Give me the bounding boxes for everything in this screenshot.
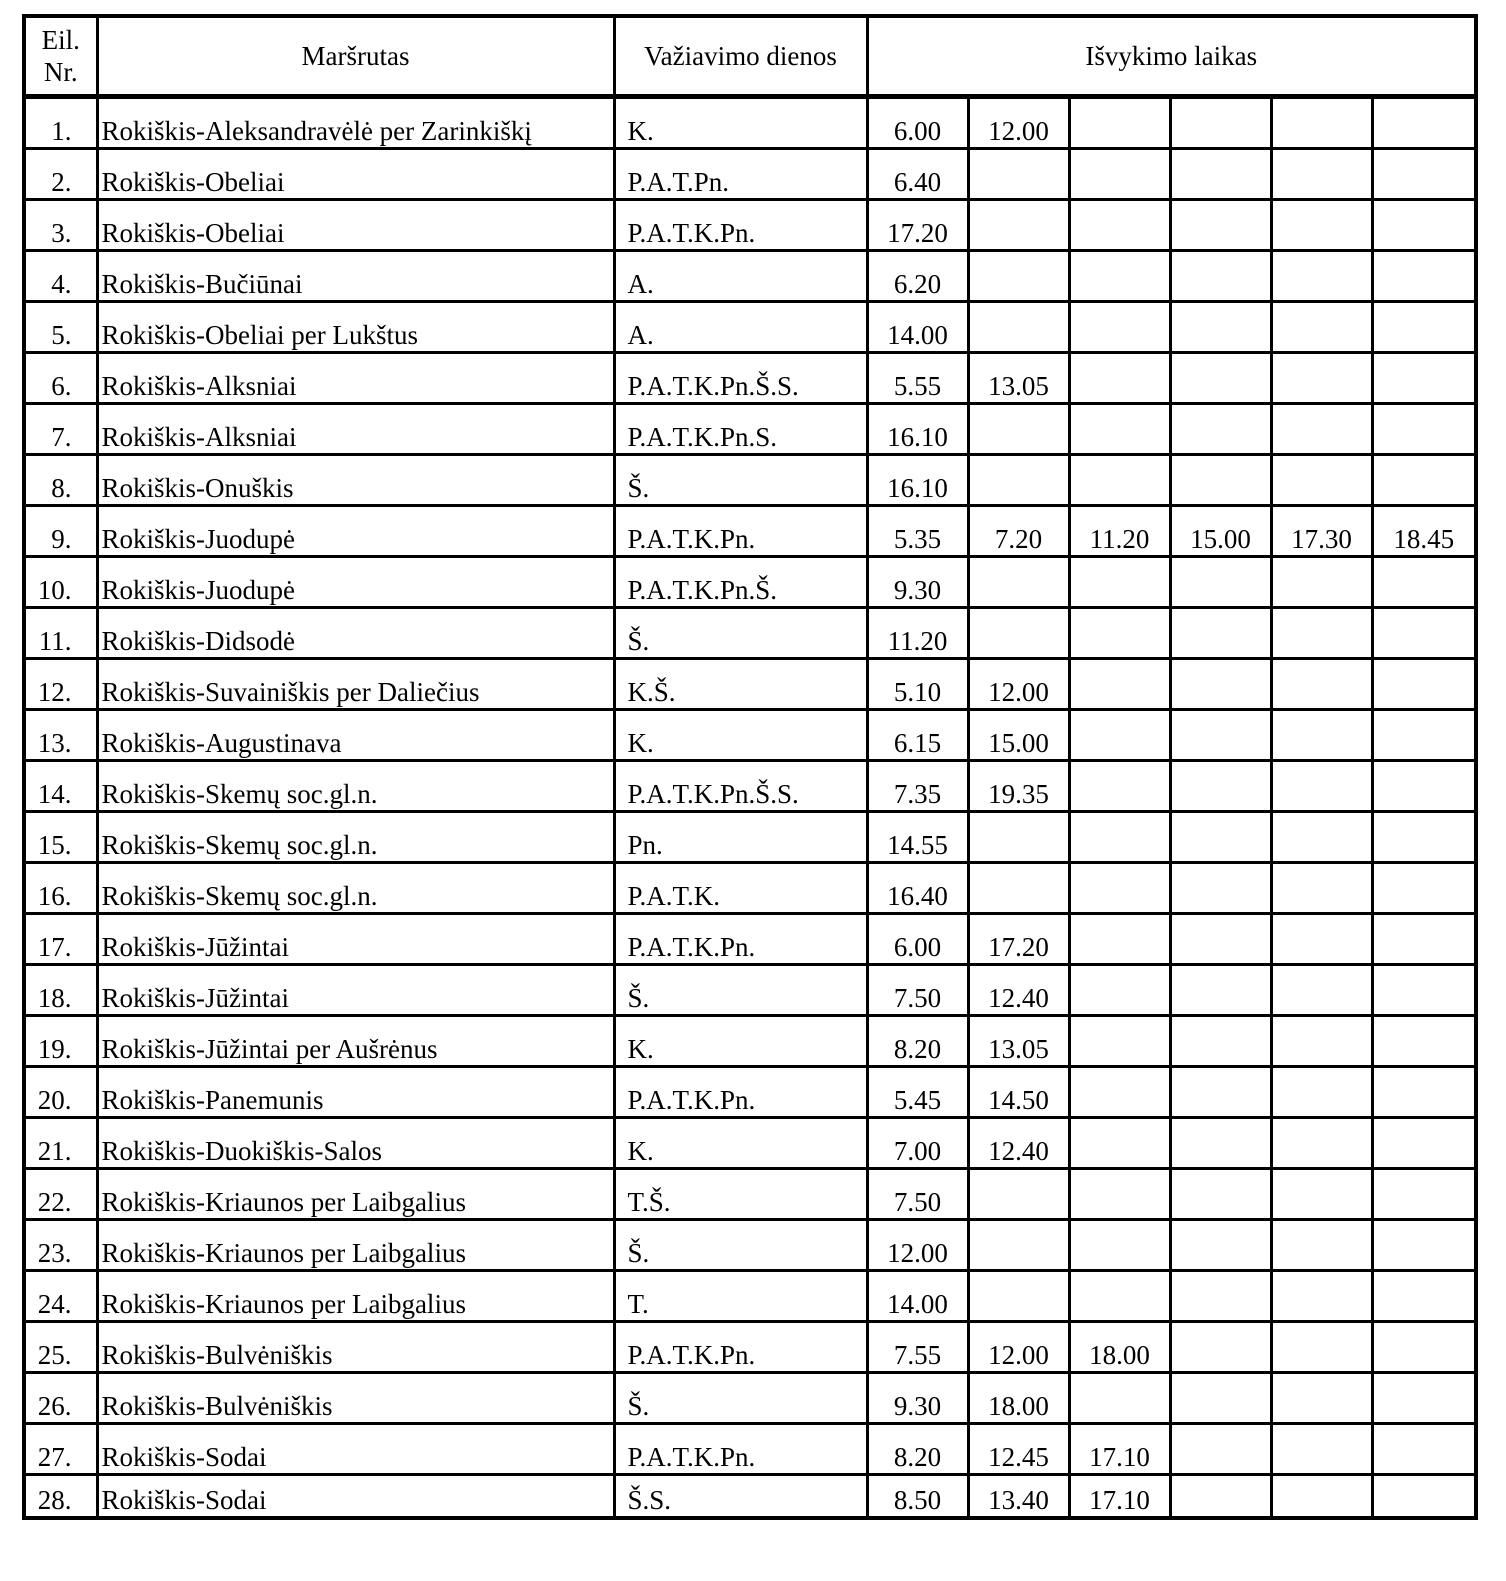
table-body xyxy=(24,97,1476,1519)
route-name: Rokiškis-Obeliai per Lukštus xyxy=(97,302,614,353)
row-number: 24. xyxy=(24,1271,97,1322)
departure-time-cell: 6.40 xyxy=(867,149,968,200)
departure-time-cell: 5.45 xyxy=(867,1067,968,1118)
row-number: 13. xyxy=(24,710,97,761)
departure-time-cell xyxy=(1372,1271,1476,1322)
route-name: Rokiškis-Suvainiškis per Daliečius xyxy=(97,659,614,710)
row-number: 15. xyxy=(24,812,97,863)
departure-time-cell: 13.05 xyxy=(968,353,1069,404)
departure-time-cell xyxy=(1271,761,1372,812)
row-number: 11. xyxy=(24,608,97,659)
row-number: 26. xyxy=(24,1373,97,1424)
route-name: Rokiškis-Kriaunos per Laibgalius xyxy=(97,1271,614,1322)
departure-time-cell xyxy=(1069,1373,1170,1424)
departure-time-cell: 14.00 xyxy=(867,302,968,353)
departure-time-cell xyxy=(1372,1373,1476,1424)
departure-time-cell xyxy=(968,1220,1069,1271)
departure-time-cell xyxy=(1170,1169,1271,1220)
row-number: 28. xyxy=(24,1475,97,1519)
departure-time-cell xyxy=(968,608,1069,659)
operating-days: K.Š. xyxy=(614,659,867,710)
departure-time-cell xyxy=(1170,1067,1271,1118)
row-number: 12. xyxy=(24,659,97,710)
departure-time-cell xyxy=(1170,812,1271,863)
departure-time-cell xyxy=(1069,1169,1170,1220)
operating-days: K. xyxy=(614,710,867,761)
row-number: 9. xyxy=(24,506,97,557)
route-name: Rokiškis-Skemų soc.gl.n. xyxy=(97,761,614,812)
departure-time-cell: 16.40 xyxy=(867,863,968,914)
table-row xyxy=(24,914,1476,965)
departure-time-cell xyxy=(968,302,1069,353)
departure-time-cell xyxy=(1372,557,1476,608)
departure-time-cell: 11.20 xyxy=(1069,506,1170,557)
departure-time-cell xyxy=(1170,1016,1271,1067)
departure-time-cell: 8.20 xyxy=(867,1016,968,1067)
departure-time-cell: 16.10 xyxy=(867,455,968,506)
route-name: Rokiškis-Skemų soc.gl.n. xyxy=(97,863,614,914)
route-name: Rokiškis-Onuškis xyxy=(97,455,614,506)
operating-days: P.A.T.K.Pn. xyxy=(614,506,867,557)
departure-time-cell: 7.50 xyxy=(867,1169,968,1220)
departure-time-cell xyxy=(1069,659,1170,710)
departure-time-cell xyxy=(1170,1373,1271,1424)
route-name: Rokiškis-Duokiškis-Salos xyxy=(97,1118,614,1169)
departure-time-cell xyxy=(1372,353,1476,404)
route-name: Rokiškis-Alksniai xyxy=(97,353,614,404)
departure-time-cell xyxy=(1170,557,1271,608)
departure-time-cell xyxy=(1069,1118,1170,1169)
departure-time-cell: 12.40 xyxy=(968,965,1069,1016)
departure-time-cell xyxy=(1372,608,1476,659)
route-name: Rokiškis-Kriaunos per Laibgalius xyxy=(97,1169,614,1220)
departure-time-cell xyxy=(968,404,1069,455)
table-row xyxy=(24,404,1476,455)
operating-days: P.A.T.K.Pn.Š. xyxy=(614,557,867,608)
departure-time-cell xyxy=(1271,608,1372,659)
departure-time-cell xyxy=(1271,1271,1372,1322)
departure-time-cell: 5.10 xyxy=(867,659,968,710)
departure-time-cell xyxy=(1170,710,1271,761)
row-number: 1. xyxy=(24,97,97,149)
departure-time-cell xyxy=(1372,761,1476,812)
departure-time-cell: 13.05 xyxy=(968,1016,1069,1067)
departure-time-cell xyxy=(1372,1016,1476,1067)
row-number: 23. xyxy=(24,1220,97,1271)
departure-time-cell xyxy=(968,1271,1069,1322)
departure-time-cell xyxy=(1069,302,1170,353)
departure-time-cell xyxy=(1069,149,1170,200)
departure-time-cell: 6.15 xyxy=(867,710,968,761)
route-name: Rokiškis-Kriaunos per Laibgalius xyxy=(97,1220,614,1271)
departure-time-cell xyxy=(1069,97,1170,149)
operating-days: K. xyxy=(614,97,867,149)
departure-time-cell xyxy=(1069,863,1170,914)
departure-time-cell: 11.20 xyxy=(867,608,968,659)
departure-time-cell: 19.35 xyxy=(968,761,1069,812)
departure-time-cell: 14.50 xyxy=(968,1067,1069,1118)
route-name: Rokiškis-Sodai xyxy=(97,1424,614,1475)
table-row xyxy=(24,1016,1476,1067)
departure-time-cell xyxy=(1271,200,1372,251)
row-number: 16. xyxy=(24,863,97,914)
departure-time-cell xyxy=(1170,1322,1271,1373)
departure-time-cell xyxy=(1170,404,1271,455)
header-row-number: Eil. Nr. xyxy=(24,16,97,97)
row-number: 27. xyxy=(24,1424,97,1475)
operating-days: P.A.T.K.Pn. xyxy=(614,200,867,251)
route-name: Rokiškis-Bulvėniškis xyxy=(97,1322,614,1373)
route-name: Rokiškis-Jūžintai xyxy=(97,965,614,1016)
departure-time-cell: 17.20 xyxy=(968,914,1069,965)
departure-time-cell: 8.50 xyxy=(867,1475,968,1519)
departure-time-cell xyxy=(1271,149,1372,200)
route-name: Rokiškis-Sodai xyxy=(97,1475,614,1519)
departure-time-cell xyxy=(968,1169,1069,1220)
table-row xyxy=(24,1118,1476,1169)
departure-time-cell xyxy=(1271,710,1372,761)
row-number: 6. xyxy=(24,353,97,404)
route-name: Rokiškis-Alksniai xyxy=(97,404,614,455)
table-header xyxy=(24,16,1476,97)
departure-time-cell: 9.30 xyxy=(867,557,968,608)
departure-time-cell xyxy=(1271,1424,1372,1475)
route-name: Rokiškis-Bulvėniškis xyxy=(97,1373,614,1424)
departure-time-cell xyxy=(1170,455,1271,506)
departure-time-cell xyxy=(1372,710,1476,761)
bus-schedule-table xyxy=(22,14,1478,1520)
departure-time-cell xyxy=(1069,761,1170,812)
operating-days: P.A.T.K.Pn.S. xyxy=(614,404,867,455)
departure-time-cell xyxy=(1271,97,1372,149)
departure-time-cell xyxy=(1372,404,1476,455)
row-number: 19. xyxy=(24,1016,97,1067)
operating-days: A. xyxy=(614,251,867,302)
route-name: Rokiškis-Didsodė xyxy=(97,608,614,659)
row-number: 2. xyxy=(24,149,97,200)
departure-time-cell xyxy=(1271,1118,1372,1169)
departure-time-cell xyxy=(1271,557,1372,608)
operating-days: A. xyxy=(614,302,867,353)
table-row xyxy=(24,302,1476,353)
departure-time-cell: 17.10 xyxy=(1069,1475,1170,1519)
operating-days: P.A.T.K. xyxy=(614,863,867,914)
departure-time-cell xyxy=(1170,1271,1271,1322)
row-number: 14. xyxy=(24,761,97,812)
departure-time-cell xyxy=(1069,200,1170,251)
table-row xyxy=(24,200,1476,251)
table-row xyxy=(24,761,1476,812)
row-number: 8. xyxy=(24,455,97,506)
departure-time-cell xyxy=(1069,914,1170,965)
departure-time-cell xyxy=(1069,455,1170,506)
table-row xyxy=(24,1424,1476,1475)
departure-time-cell xyxy=(1170,149,1271,200)
departure-time-cell: 7.20 xyxy=(968,506,1069,557)
table-row xyxy=(24,97,1476,149)
departure-time-cell xyxy=(1271,455,1372,506)
departure-time-cell xyxy=(1069,710,1170,761)
departure-time-cell xyxy=(1170,608,1271,659)
departure-time-cell xyxy=(1069,965,1170,1016)
departure-time-cell: 17.20 xyxy=(867,200,968,251)
departure-time-cell xyxy=(1372,659,1476,710)
departure-time-cell xyxy=(1069,1016,1170,1067)
table-row xyxy=(24,812,1476,863)
departure-time-cell xyxy=(1170,863,1271,914)
header-route: Maršrutas xyxy=(97,16,614,97)
departure-time-cell xyxy=(1271,914,1372,965)
departure-time-cell xyxy=(1170,353,1271,404)
departure-time-cell xyxy=(1271,1373,1372,1424)
operating-days: K. xyxy=(614,1016,867,1067)
table-row xyxy=(24,965,1476,1016)
operating-days: Š. xyxy=(614,1373,867,1424)
table-row xyxy=(24,1067,1476,1118)
departure-time-cell: 7.35 xyxy=(867,761,968,812)
table-row xyxy=(24,1271,1476,1322)
departure-time-cell xyxy=(1170,659,1271,710)
operating-days: Š.S. xyxy=(614,1475,867,1519)
operating-days: Š. xyxy=(614,455,867,506)
route-name: Rokiškis-Augustinava xyxy=(97,710,614,761)
operating-days: Š. xyxy=(614,1220,867,1271)
departure-time-cell xyxy=(1372,1118,1476,1169)
operating-days: T.Š. xyxy=(614,1169,867,1220)
operating-days: P.A.T.Pn. xyxy=(614,149,867,200)
departure-time-cell: 16.10 xyxy=(867,404,968,455)
departure-time-cell: 12.45 xyxy=(968,1424,1069,1475)
departure-time-cell xyxy=(1372,812,1476,863)
table-row xyxy=(24,1169,1476,1220)
departure-time-cell xyxy=(1271,812,1372,863)
row-number: 17. xyxy=(24,914,97,965)
departure-time-cell xyxy=(1372,965,1476,1016)
departure-time-cell xyxy=(1170,1220,1271,1271)
operating-days: P.A.T.K.Pn. xyxy=(614,1067,867,1118)
departure-time-cell xyxy=(968,455,1069,506)
departure-time-cell xyxy=(1372,1475,1476,1519)
operating-days: Pn. xyxy=(614,812,867,863)
departure-time-cell: 17.10 xyxy=(1069,1424,1170,1475)
departure-time-cell: 14.00 xyxy=(867,1271,968,1322)
operating-days: K. xyxy=(614,1118,867,1169)
departure-time-cell xyxy=(1372,302,1476,353)
departure-time-cell xyxy=(1069,1271,1170,1322)
departure-time-cell: 6.00 xyxy=(867,97,968,149)
row-number: 5. xyxy=(24,302,97,353)
departure-time-cell xyxy=(1170,302,1271,353)
table-row xyxy=(24,557,1476,608)
operating-days: T. xyxy=(614,1271,867,1322)
departure-time-cell: 15.00 xyxy=(968,710,1069,761)
table-row xyxy=(24,353,1476,404)
header-departure-time: Išvykimo laikas xyxy=(867,16,1476,97)
departure-time-cell xyxy=(1271,404,1372,455)
departure-time-cell: 13.40 xyxy=(968,1475,1069,1519)
departure-time-cell xyxy=(1170,965,1271,1016)
departure-time-cell xyxy=(1372,1220,1476,1271)
departure-time-cell: 5.55 xyxy=(867,353,968,404)
operating-days: Š. xyxy=(614,608,867,659)
departure-time-cell xyxy=(1271,1169,1372,1220)
departure-time-cell xyxy=(1271,1220,1372,1271)
route-name: Rokiškis-Skemų soc.gl.n. xyxy=(97,812,614,863)
departure-time-cell xyxy=(968,200,1069,251)
departure-time-cell xyxy=(1271,1475,1372,1519)
departure-time-cell xyxy=(1069,404,1170,455)
departure-time-cell xyxy=(1271,1067,1372,1118)
table-row xyxy=(24,608,1476,659)
row-number: 3. xyxy=(24,200,97,251)
departure-time-cell: 9.30 xyxy=(867,1373,968,1424)
departure-time-cell: 14.55 xyxy=(867,812,968,863)
departure-time-cell: 18.00 xyxy=(1069,1322,1170,1373)
departure-time-cell: 17.30 xyxy=(1271,506,1372,557)
row-number: 21. xyxy=(24,1118,97,1169)
departure-time-cell: 15.00 xyxy=(1170,506,1271,557)
departure-time-cell xyxy=(1170,914,1271,965)
operating-days: P.A.T.K.Pn. xyxy=(614,1424,867,1475)
row-number: 10. xyxy=(24,557,97,608)
departure-time-cell xyxy=(1069,353,1170,404)
table-row xyxy=(24,659,1476,710)
departure-time-cell xyxy=(968,863,1069,914)
table-row xyxy=(24,863,1476,914)
departure-time-cell: 8.20 xyxy=(867,1424,968,1475)
departure-time-cell xyxy=(1271,302,1372,353)
table-row xyxy=(24,251,1476,302)
departure-time-cell xyxy=(1271,1016,1372,1067)
departure-time-cell xyxy=(1372,863,1476,914)
departure-time-cell: 12.00 xyxy=(968,1322,1069,1373)
table-row xyxy=(24,1220,1476,1271)
departure-time-cell xyxy=(1170,200,1271,251)
table-row xyxy=(24,1322,1476,1373)
departure-time-cell xyxy=(1372,97,1476,149)
departure-time-cell xyxy=(1069,1220,1170,1271)
departure-time-cell xyxy=(1069,251,1170,302)
departure-time-cell: 7.50 xyxy=(867,965,968,1016)
departure-time-cell xyxy=(1271,1322,1372,1373)
departure-time-cell xyxy=(1271,863,1372,914)
departure-time-cell xyxy=(968,812,1069,863)
departure-time-cell: 5.35 xyxy=(867,506,968,557)
departure-time-cell: 7.55 xyxy=(867,1322,968,1373)
departure-time-cell xyxy=(1069,557,1170,608)
departure-time-cell: 12.00 xyxy=(968,659,1069,710)
row-number: 7. xyxy=(24,404,97,455)
departure-time-cell: 12.40 xyxy=(968,1118,1069,1169)
route-name: Rokiškis-Jūžintai per Aušrėnus xyxy=(97,1016,614,1067)
departure-time-cell xyxy=(1170,1118,1271,1169)
row-number: 25. xyxy=(24,1322,97,1373)
departure-time-cell xyxy=(1069,608,1170,659)
departure-time-cell xyxy=(1069,1067,1170,1118)
departure-time-cell xyxy=(1271,659,1372,710)
departure-time-cell xyxy=(1372,200,1476,251)
departure-time-cell: 18.45 xyxy=(1372,506,1476,557)
departure-time-cell: 18.00 xyxy=(968,1373,1069,1424)
table-row xyxy=(24,710,1476,761)
departure-time-cell xyxy=(1271,353,1372,404)
table-row xyxy=(24,455,1476,506)
route-name: Rokiškis-Obeliai xyxy=(97,200,614,251)
departure-time-cell xyxy=(1372,1322,1476,1373)
departure-time-cell xyxy=(1170,251,1271,302)
route-name: Rokiškis-Aleksandravėlė per Zarinkiškį xyxy=(97,97,614,149)
table-row xyxy=(24,149,1476,200)
departure-time-cell: 6.00 xyxy=(867,914,968,965)
row-number: 22. xyxy=(24,1169,97,1220)
operating-days: Š. xyxy=(614,965,867,1016)
row-number: 4. xyxy=(24,251,97,302)
header-days: Važiavimo dienos xyxy=(614,16,867,97)
route-name: Rokiškis-Juodupė xyxy=(97,506,614,557)
departure-time-cell xyxy=(1069,812,1170,863)
table-row xyxy=(24,1475,1476,1519)
departure-time-cell xyxy=(1271,251,1372,302)
departure-time-cell xyxy=(1372,1424,1476,1475)
table-row xyxy=(24,1373,1476,1424)
departure-time-cell xyxy=(1372,251,1476,302)
departure-time-cell xyxy=(1372,914,1476,965)
departure-time-cell xyxy=(1372,1169,1476,1220)
operating-days: P.A.T.K.Pn.Š.S. xyxy=(614,353,867,404)
departure-time-cell xyxy=(1170,761,1271,812)
route-name: Rokiškis-Obeliai xyxy=(97,149,614,200)
route-name: Rokiškis-Juodupė xyxy=(97,557,614,608)
operating-days: P.A.T.K.Pn. xyxy=(614,1322,867,1373)
route-name: Rokiškis-Bučiūnai xyxy=(97,251,614,302)
departure-time-cell xyxy=(968,557,1069,608)
departure-time-cell xyxy=(1372,149,1476,200)
departure-time-cell xyxy=(1372,455,1476,506)
table-row xyxy=(24,506,1476,557)
departure-time-cell: 6.20 xyxy=(867,251,968,302)
departure-time-cell xyxy=(1271,965,1372,1016)
row-number: 20. xyxy=(24,1067,97,1118)
departure-time-cell: 12.00 xyxy=(867,1220,968,1271)
departure-time-cell: 7.00 xyxy=(867,1118,968,1169)
departure-time-cell: 12.00 xyxy=(968,97,1069,149)
departure-time-cell xyxy=(968,251,1069,302)
route-name: Rokiškis-Panemunis xyxy=(97,1067,614,1118)
operating-days: P.A.T.K.Pn. xyxy=(614,914,867,965)
route-name: Rokiškis-Jūžintai xyxy=(97,914,614,965)
departure-time-cell xyxy=(968,149,1069,200)
departure-time-cell xyxy=(1170,1424,1271,1475)
row-number: 18. xyxy=(24,965,97,1016)
departure-time-cell xyxy=(1372,1067,1476,1118)
departure-time-cell xyxy=(1170,97,1271,149)
departure-time-cell xyxy=(1170,1475,1271,1519)
operating-days: P.A.T.K.Pn.Š.S. xyxy=(614,761,867,812)
